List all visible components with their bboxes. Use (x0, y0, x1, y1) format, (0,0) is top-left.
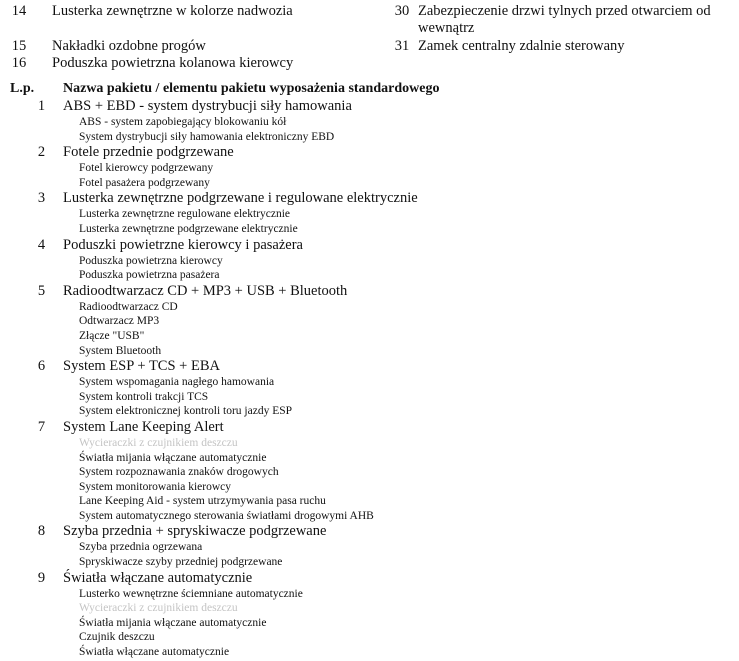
package-element: ABS - system zapobiegający blokowaniu kół (79, 116, 287, 128)
package-heading (0, 98, 739, 115)
package-heading (0, 358, 739, 375)
package-group (0, 98, 739, 144)
package-group (0, 570, 739, 660)
package-element: System Bluetooth (79, 344, 162, 357)
package-heading (0, 523, 739, 540)
package-element: Poduszka powietrzna kierowcy (79, 254, 223, 267)
package-title: Światła włączane automatycznie (63, 569, 253, 586)
package-number: 3 (37, 190, 46, 207)
package-number: 1 (37, 98, 46, 114)
package-number: 8 (37, 523, 46, 540)
package-element: System dystrybucji siły hamowania elektroniczny EBD (79, 130, 335, 143)
header-name-label: Nazwa pakietu / elementu pakietu wyposażenia standardowego (63, 81, 440, 96)
package-element: System wspomagania nagłego hamowania (79, 376, 275, 389)
package-element: Radioodtwarzacz CD (79, 300, 178, 313)
package-element: Fotel kierowcy podgrzewany (79, 162, 214, 175)
package-element: System elektronicznej kontroli toru jazdy ESP (79, 405, 293, 418)
package-title: System Lane Keeping Alert (63, 418, 224, 435)
top-item-text: Zamek centralny zdalnie sterowany (418, 38, 625, 54)
package-element: System monitorowania kierowcy (79, 480, 232, 493)
package-element: Spryskiwacze szyby przedniej podgrzewane (79, 556, 283, 569)
package-element: Lusterka zewnętrzne podgrzewane elektrycznie (79, 222, 298, 235)
top-item-text: Nakładki ozdobne progów (52, 38, 206, 54)
package-element: Szyba przednia ogrzewana (79, 541, 203, 554)
package-element: Światła mijania włączane automatycznie (79, 451, 267, 464)
package-list (0, 98, 739, 660)
package-element: Światła włączane automatycznie (79, 646, 230, 659)
table-header (0, 80, 739, 97)
package-element: Lusterka zewnętrzne regulowane elektrycznie (79, 208, 291, 221)
package-title: System ESP + TCS + EBA (63, 358, 220, 375)
package-title: Poduszki powietrzne kierowcy i pasażera (63, 236, 303, 253)
package-element: System automatycznego sterowania światłami drogowymi AHB (79, 509, 374, 522)
package-element: Wycieraczki z czujnikiem deszczu (79, 602, 238, 615)
package-group (0, 283, 739, 358)
top-equipment-list (0, 0, 739, 78)
package-heading (0, 419, 739, 436)
top-item-number: 15 (11, 38, 27, 54)
package-element: Światła mijania włączane automatycznie (79, 616, 267, 629)
package-number: 6 (37, 358, 46, 375)
package-heading (0, 237, 739, 254)
top-item-number: 31 (394, 38, 410, 54)
package-number: 9 (37, 569, 46, 586)
package-group (0, 237, 739, 283)
package-title: Fotele przednie podgrzewane (63, 144, 234, 161)
package-title: Szyba przednia + spryskiwacze podgrzewane (63, 523, 327, 540)
package-heading (0, 283, 739, 300)
package-number: 2 (37, 144, 46, 161)
package-element: Odtwarzacz MP3 (79, 315, 160, 328)
package-element: Wycieraczki z czujnikiem deszczu (79, 436, 238, 449)
package-element: System rozpoznawania znaków drogowych (79, 466, 279, 479)
package-heading (0, 190, 739, 207)
package-element: Poduszka powietrzna pasażera (79, 269, 220, 282)
package-element: Złącze "USB" (79, 329, 145, 342)
header-number-label: L.p. (10, 81, 35, 96)
package-heading (0, 570, 739, 587)
top-item-number: 30 (394, 3, 410, 19)
package-group (0, 144, 739, 190)
package-title: Radioodtwarzacz CD + MP3 + USB + Bluetooth (63, 282, 348, 299)
top-item-number: 16 (11, 55, 27, 71)
package-title: ABS + EBD - system dystrybucji siły hamowania (63, 98, 352, 114)
package-number: 5 (37, 282, 46, 299)
package-element: Czujnik deszczu (79, 631, 155, 644)
package-group (0, 358, 739, 419)
package-element: Lane Keeping Aid - system utrzymywania pasa ruchu (79, 495, 326, 508)
package-group (0, 190, 739, 236)
package-title: Lusterka zewnętrzne podgrzewane i regulowane elektrycznie (63, 190, 418, 207)
package-element: Lusterko wewnętrzne ściemniane automatycznie (79, 587, 303, 600)
package-number: 7 (37, 418, 46, 435)
package-element: System kontroli trakcji TCS (79, 390, 209, 403)
top-item-number: 14 (11, 3, 27, 19)
package-element: Fotel pasażera podgrzewany (79, 176, 210, 189)
top-item-text: Zabezpieczenie drzwi tylnych przed otwarciem od (418, 3, 711, 19)
package-number: 4 (37, 236, 46, 253)
top-item-text: Lusterka zewnętrzne w kolorze nadwozia (52, 3, 293, 19)
package-group (0, 523, 739, 569)
package-group (0, 419, 739, 524)
top-item-text-continued: wewnątrz (418, 20, 475, 36)
package-heading (0, 144, 739, 161)
top-item-text: Poduszka powietrzna kolanowa kierowcy (52, 55, 294, 71)
